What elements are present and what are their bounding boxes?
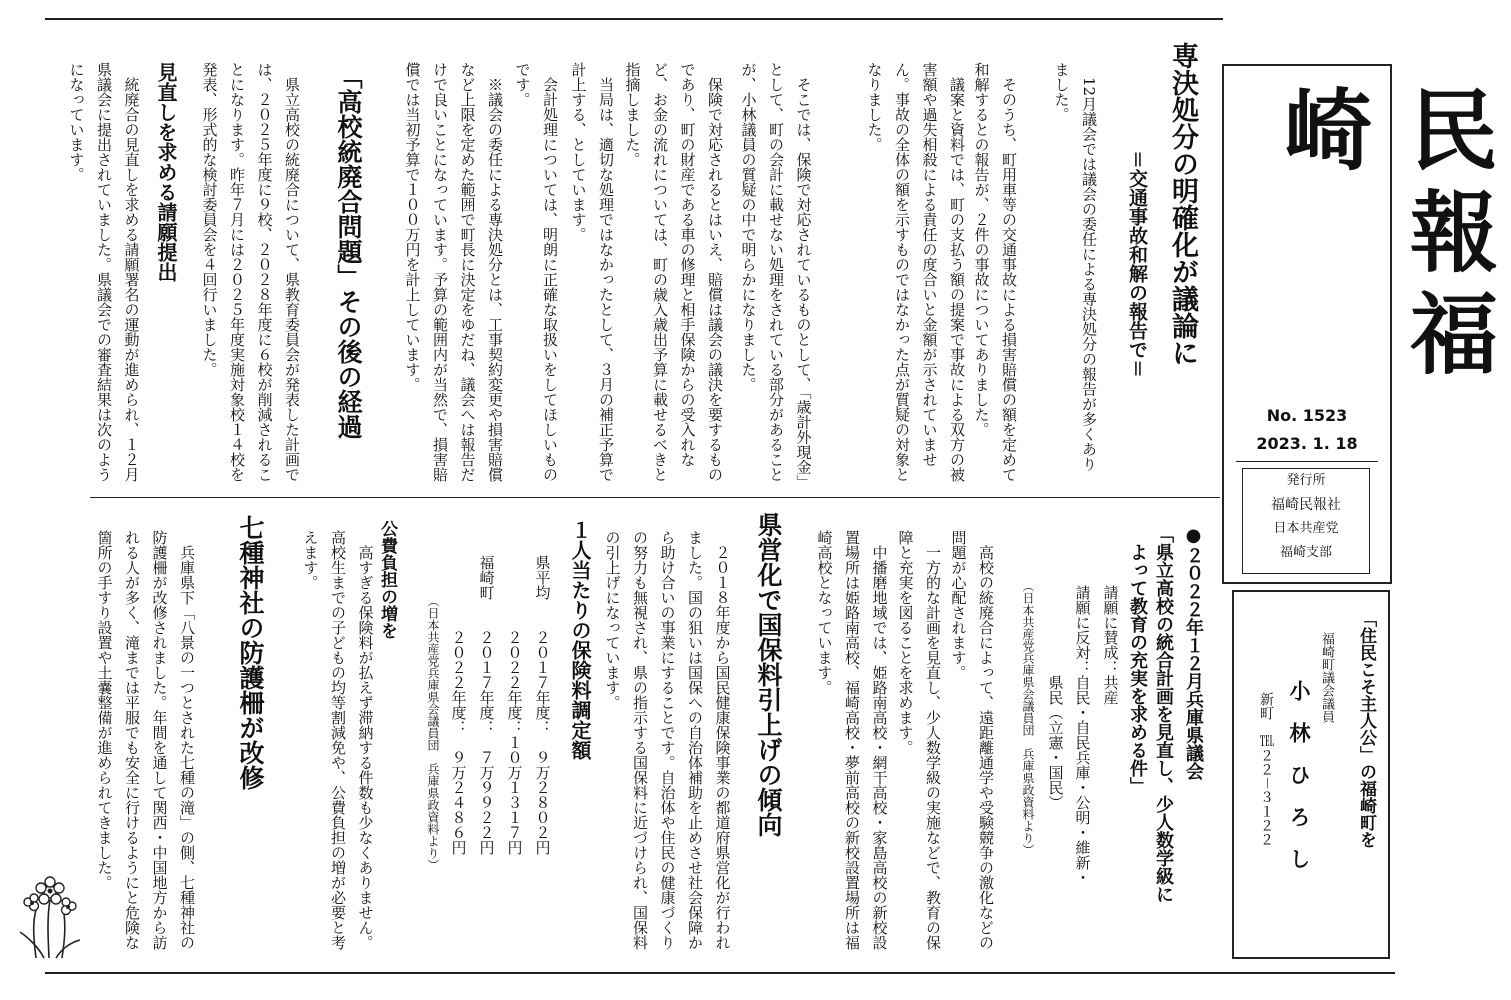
article-top-p7: 会計処理については、明朗に正確な取扱いをしてほしいものです。 — [513, 62, 559, 482]
kokuho-row4: ２０２２年度： ９万２４８６円 — [449, 555, 468, 855]
kokuho-subhead: 公費負担の増を — [377, 520, 397, 639]
masthead-title: 民報福崎 — [1270, 84, 1500, 390]
kokuho-p2: 高すぎる保険料が払えず滞納する件数も少なくありません。高校生までの子どもの均等割減免や、公費負担の増が必要と考えます。 — [301, 530, 375, 950]
koukou-subhead: 見直しを求める請願提出 — [154, 62, 178, 282]
kengikai-no2: 県民（立憲・国民） — [1046, 585, 1065, 810]
kengikai-no: 請願に反対：自民・自民兵庫・公明・維新・ — [1073, 585, 1092, 885]
publisher-name: 福崎民報社 — [1271, 497, 1341, 513]
article-top-p6: 当局は、適切な処理ではなかったとして、３月の補正予算で計上する、としています。 — [569, 62, 615, 482]
kokuho-row2: ２０２２年度：１０万１３１７円 — [505, 555, 524, 855]
narcissus-flower-icon — [14, 862, 84, 960]
issue-number: No. 1523 — [1266, 406, 1348, 425]
councilor-box — [1232, 590, 1390, 959]
middle-rule — [90, 497, 1220, 498]
bottom-rule — [45, 972, 1395, 974]
councilor-title: 福崎町議会議員 — [1319, 632, 1334, 723]
kengikai-title2: よって教育の充実を求める件」 — [1127, 525, 1148, 795]
article-top-p3: 議案と資料では、町の支払う額の提案で事故による双方の被害額や過失相殺による責任の度合いと金額が示されていません。事故の全体の額を示すものではなかった点が質疑の対象となりました。 — [865, 62, 966, 482]
kengikai-yes: 請願に賛成：共産 — [1101, 585, 1120, 705]
masthead-divider — [1236, 461, 1378, 462]
party-name: 日本共産党 — [1273, 521, 1339, 536]
jinja-p1: 兵庫県下「八景の一つとされた七種の滝」の側、七種神社の防護柵が改修されました。年間を通して関西・中国地方から訪れる人が多く、滝までは平服でも安全に行けるようにと危険な箇所の手すり設置や土嚢整備が進められてきました。 — [95, 530, 196, 950]
jinja-headline: 七種神社の防護柵が改修 — [236, 515, 265, 790]
kengikai-title1: 「県立高校の統合計画を見直し、少人数学級に — [1153, 525, 1174, 903]
slogan: 「住民こそ主人公」の福崎町を — [1356, 610, 1376, 848]
publisher-box — [1242, 468, 1370, 574]
kokuho-table-head: １人当たりの保険料調定額 — [568, 520, 592, 760]
kokuho-p1: ２０１８年度から国民健康保険事業の都道府県営化が行われました。国の狙いは国保への自治体補助を止めさせ社会保障から助け合いの事業にすることです。自治体や住民の健康づくりの努力も無視され、県の指示する国保料に近づけられ、国保料の引上げになっています。 — [603, 530, 732, 950]
kokuho-source: （日本共産党兵庫県会議員団 兵庫県政資料より） — [426, 595, 440, 871]
koukou-p2: 統廃合の見直しを求める請願署名の運動が進められ、１２月県議会に提出されていました。県議会での審査結果は次のようになっています。 — [67, 62, 141, 482]
kengikai-p3: 中播磨地域では、姫路南高校・網干高校・家島高校の新校設置場所は姫路南高校、福崎高校・夢前高校の新校設置場所は福崎高校となっています。 — [815, 530, 889, 950]
kengikai-p1: 高校の統廃合によって、遠距離通学や受験競争の激化などの問題が心配されます。 — [949, 530, 995, 950]
kokuho-row3: 福崎町 ２０１７年度： ７万９９２２円 — [477, 555, 496, 855]
top-rule — [45, 18, 1223, 20]
article-top-headline: 専決処分の明確化が議論に — [1167, 42, 1198, 366]
article-top-p8: ※議会の委任による専決処分とは、工事契約変更や損害賠償など上限を定めた範囲で町長に決定をゆだね、議会へは報告だけで良いことになっています。予算の範囲内が当然で、損害賠償では当初予算で１００万円を計上しています。 — [403, 62, 504, 482]
masthead — [1222, 64, 1500, 584]
article-top-p2: そのうち、町用車等の交通事故による損害賠償の額を定めて和解するとの報告が、２件の事故についてありました。 — [972, 62, 1018, 482]
kokuho-headline: 県営化で国保料引上げの傾向 — [754, 512, 783, 837]
article-top-subhead: ＝交通事故和解の報告で＝ — [1126, 150, 1148, 379]
article-top-p1: 12月議会では議会の委任による専決処分の報告が多くありました。 — [1052, 62, 1098, 472]
koukou-p1: 県立高校の統廃合について、県教育委員会が発表した計画では、２０２５年度に９校、２０２８年度に６校が削減されることになります。昨年７月には２０２５年度実施対象校１４校を発表、形式的な検討委員会を４回行いました。 — [200, 62, 301, 482]
branch-name: 福崎支部 — [1279, 545, 1332, 560]
kokuho-row1: 県平均 ２０１７年度： ９万２８０２円 — [533, 555, 552, 855]
publisher-label: 発行所 — [1286, 473, 1326, 488]
kengikai-p2: 一方的な計画を見直し、少人数学級の実施などで、教育の保障と充実を図ることを求めます。 — [896, 530, 942, 950]
councilor-name: 小 林 ひ ろ し — [1287, 680, 1311, 869]
article-top-p4: そこでは、保険で対応されているものとして、「歳計外現金」として、町の会計に載せない処理をされている部分があることが、小林議員の質疑の中で明らかになりました。 — [739, 62, 813, 482]
article-top-p5: 保険で対応されるとはいえ、賠償は議会の議決を要するものであり、町の財産である車の修理と相手保険からの受入れなど、お金の流れについては、町の歳入歳出予算に載せるべきと指摘しました。 — [623, 62, 724, 482]
kengikai-bullet-head: ●２０２２年１２月兵庫県議会 — [1183, 525, 1204, 780]
koukou-headline: 「高校統廃合問題」その後の経過 — [334, 64, 363, 439]
kengikai-source: （日本共産党兵庫県会議員団 兵庫県政資料より） — [1021, 580, 1035, 856]
issue-date: 2023. 1. 18 — [1256, 434, 1358, 453]
councilor-contact: 新町 ℡２２－３１２２ — [1258, 692, 1274, 846]
